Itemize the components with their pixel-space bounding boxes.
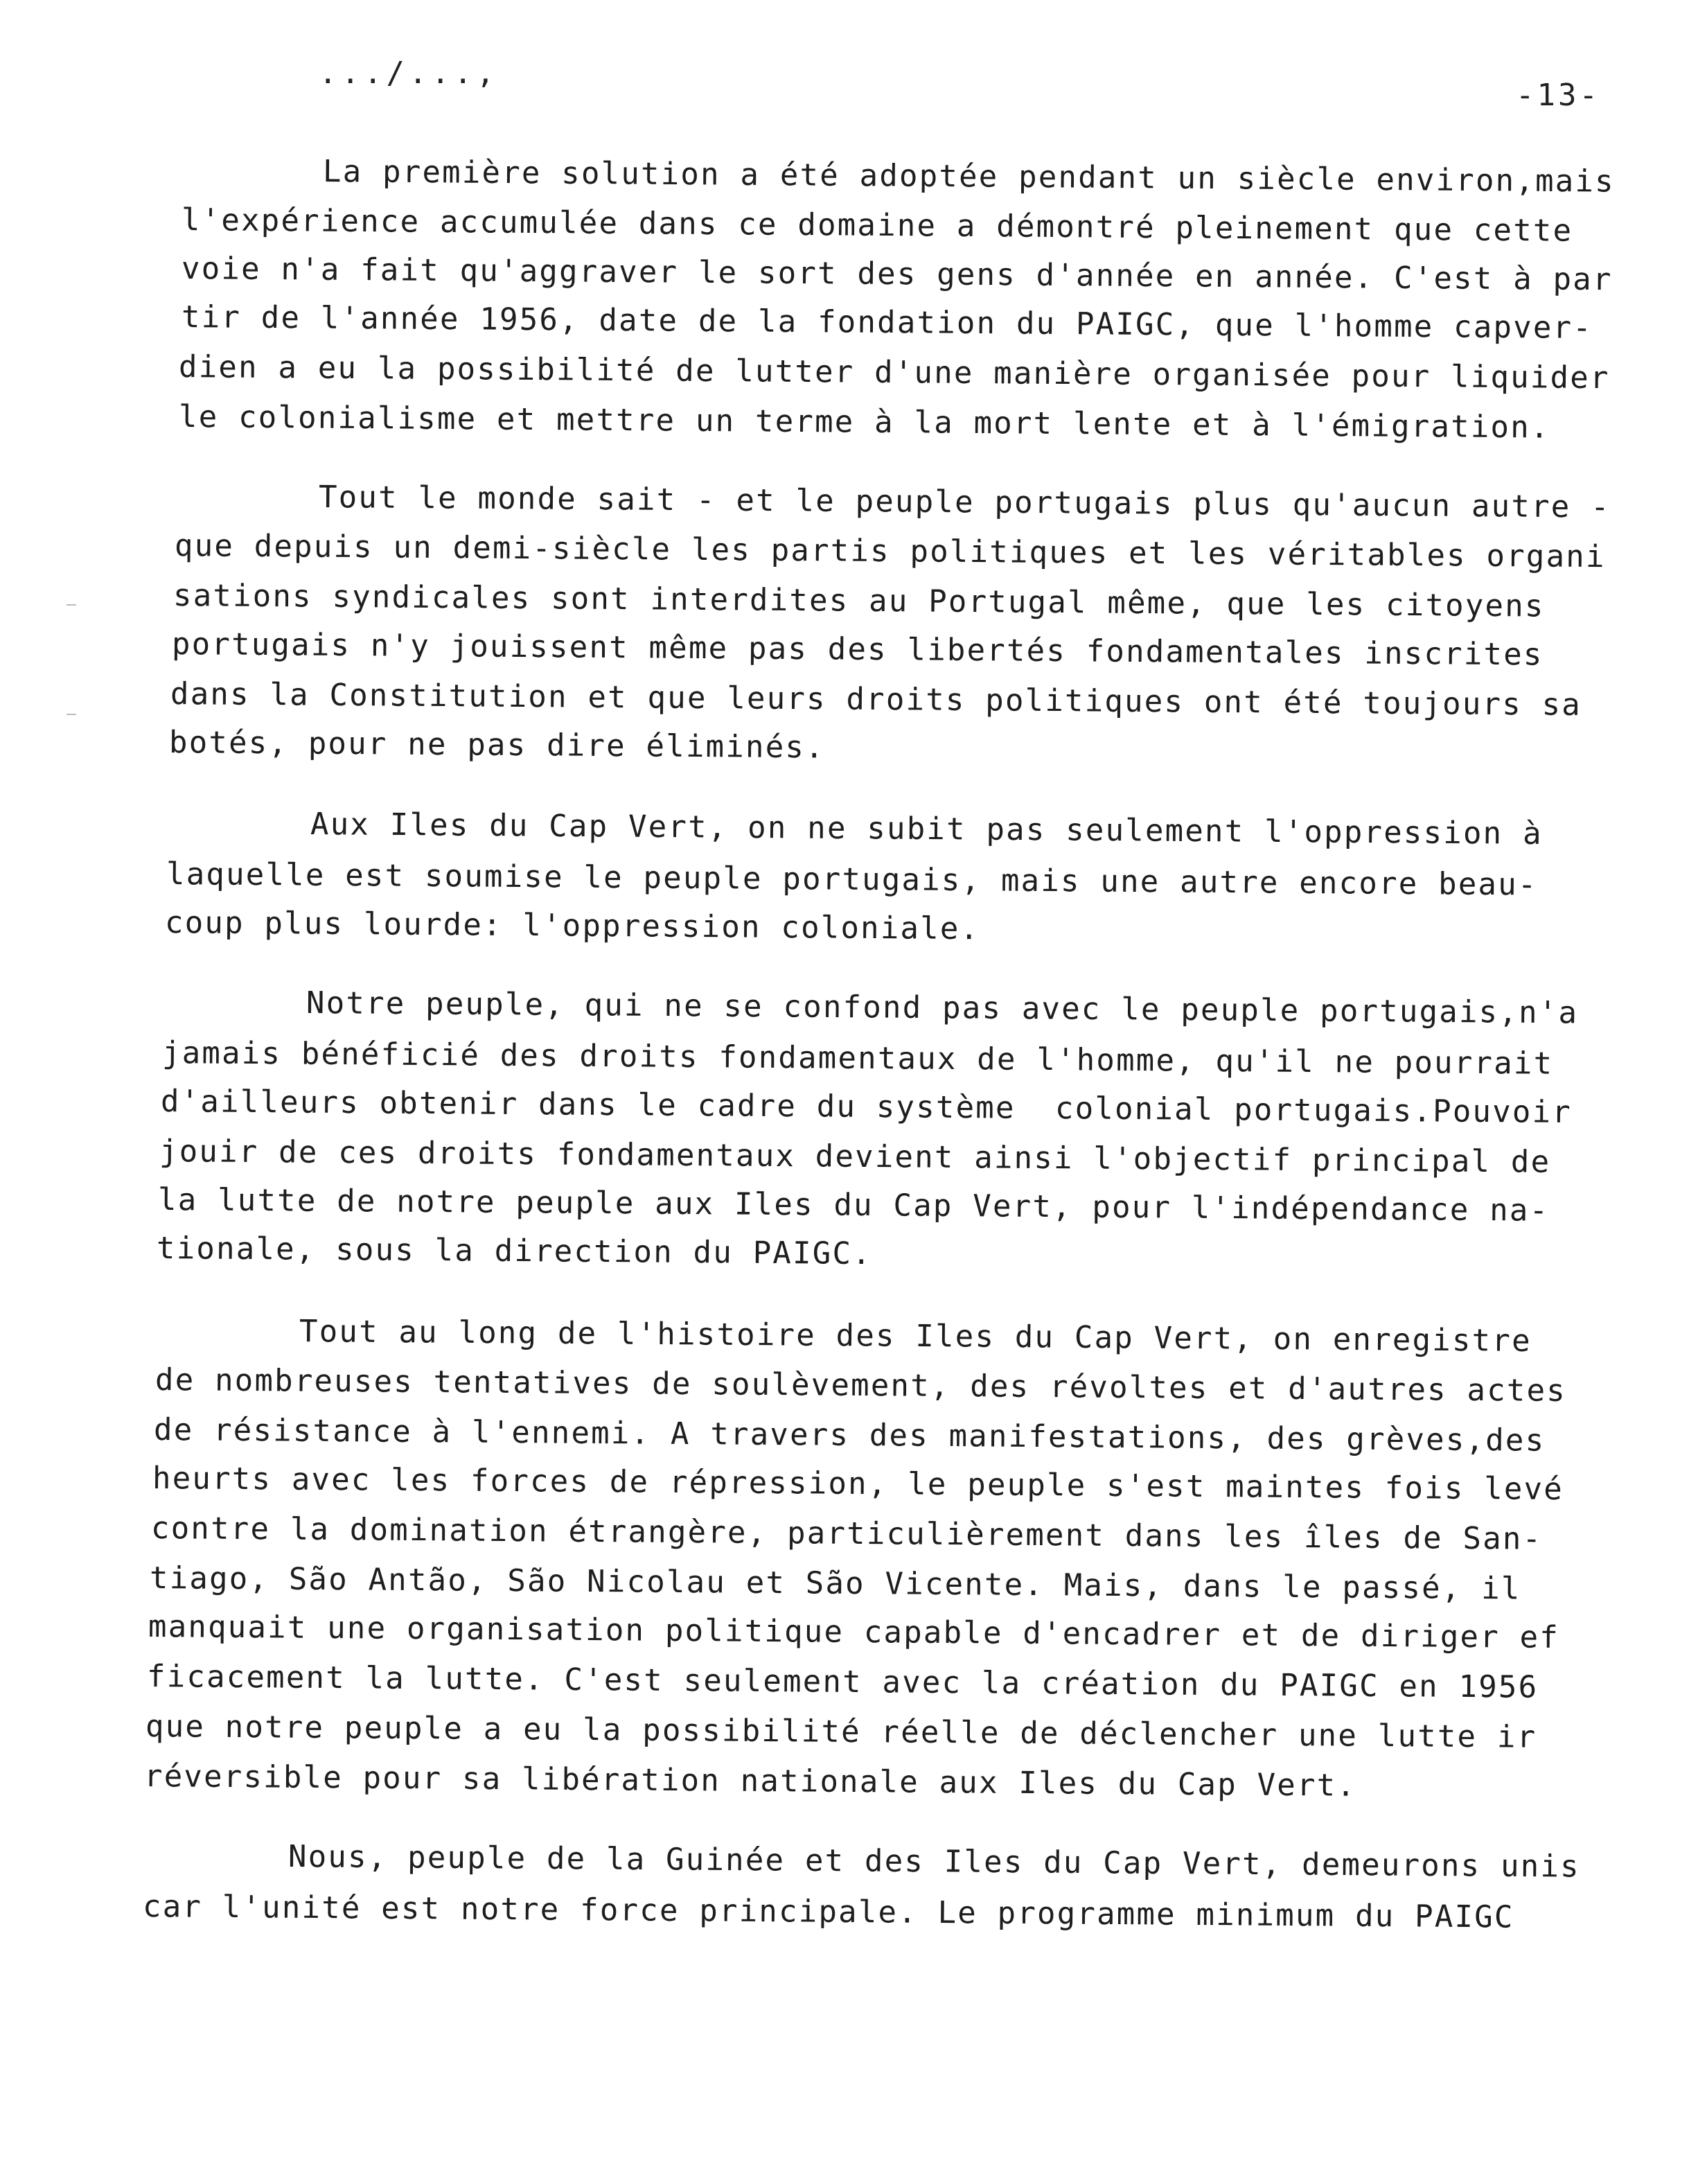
text-line: sations syndicales sont interdites au Portugal même, que les citoyens [173,578,1545,624]
text-line: jamais bénéficié des droits fondamentaux de l'homme, qu'il ne pourrait [161,1035,1554,1082]
text-line: tir de l'année 1956, date de la fondation du PAIGC, que l'homme capver- [181,299,1593,346]
text-line: le colonialisme et mettre un terme à la mort lente et à l'émigration. [178,399,1550,446]
text-line: que notre peuple a eu la possibilité réelle de déclencher une lutte ir [145,1709,1537,1755]
text-line: tionale, sous la direction du PAIGC. [156,1231,873,1272]
text-line: dien a eu la possibilité de lutter d'une manière organisée pour liquider [178,349,1610,396]
text-line: Notre peuple, qui ne se confond pas avec le peuple portugais,n'a [306,985,1579,1031]
text-line: l'expérience accumulée dans ce domaine a démontré pleinement que cette [181,202,1573,249]
text-line: manquait une organisation politique capable d'encadrer et de diriger ef [148,1609,1560,1655]
text-line: dans la Constitution et que leurs droits politiques ont été toujours sa [170,676,1582,723]
text-line: car l'unité est notre force principale. Le programme minimum du PAIGC [142,1889,1514,1935]
text-line: d'ailleurs obtenir dans le cadre du système colonial portugais.Pouvoir [160,1084,1573,1130]
text-line: voie n'a fait qu'aggraver le sort des gens d'année en année. C'est à par [181,251,1613,298]
text-line: ficacement la lutte. C'est seulement avec la création du PAIGC en 1956 [146,1659,1539,1705]
text-line: de résistance à l'ennemi. A travers des manifestations, des grèves,des [153,1412,1546,1459]
text-line: botés, pour ne pas dire éliminés. [168,725,825,766]
text-line: de nombreuses tentatives de soulèvement, des révoltes et d'autres actes [154,1362,1567,1409]
continuation-marker: .../..., [319,55,499,91]
text-line: heurts avec les forces de répression, le peuple s'est maintes fois levé [152,1461,1564,1507]
text-line: la lutte de notre peuple aux Iles du Cap Vert, pour l'indépendance na- [157,1182,1550,1228]
page-number: -13- [1516,78,1600,113]
text-line: Tout au long de l'histoire des Iles du Cap Vert, on enregistre [299,1314,1532,1359]
text-line: laquelle est soumise le peuple portugais, mais une autre encore beau- [166,856,1538,903]
text-line: La première solution a été adoptée pendant un siècle environ,mais [322,154,1616,200]
text-line: contre la domination étrangère, particulièrement dans les îles de San- [150,1511,1543,1557]
text-line: jouir de ces droits fondamentaux devient ainsi l'objectif principal de [159,1134,1551,1180]
text-line: Tout le monde sait - et le peuple portugais plus qu'aucun autre - [318,479,1611,525]
text-line: coup plus lourde: l'oppression coloniale. [164,905,980,947]
text-line: que depuis un demi-siècle les partis politiques et les véritables organi [174,528,1606,575]
text-line: Aux Iles du Cap Vert, on ne subit pas seulement l'oppression à [310,807,1543,852]
text-line: tiago, São Antão, São Nicolau et São Vicente. Mais, dans le passé, il [149,1560,1521,1607]
text-line: Nous, peuple de la Guinée et des Iles du Cap Vert, demeurons unis [288,1839,1581,1885]
text-line: portugais n'y jouissent même pas des libertés fondamentales inscrites [171,626,1544,673]
text-line: réversible pour sa libération nationale aux Iles du Cap Vert. [143,1759,1357,1804]
margin-mark [67,604,76,606]
margin-mark [67,714,76,715]
